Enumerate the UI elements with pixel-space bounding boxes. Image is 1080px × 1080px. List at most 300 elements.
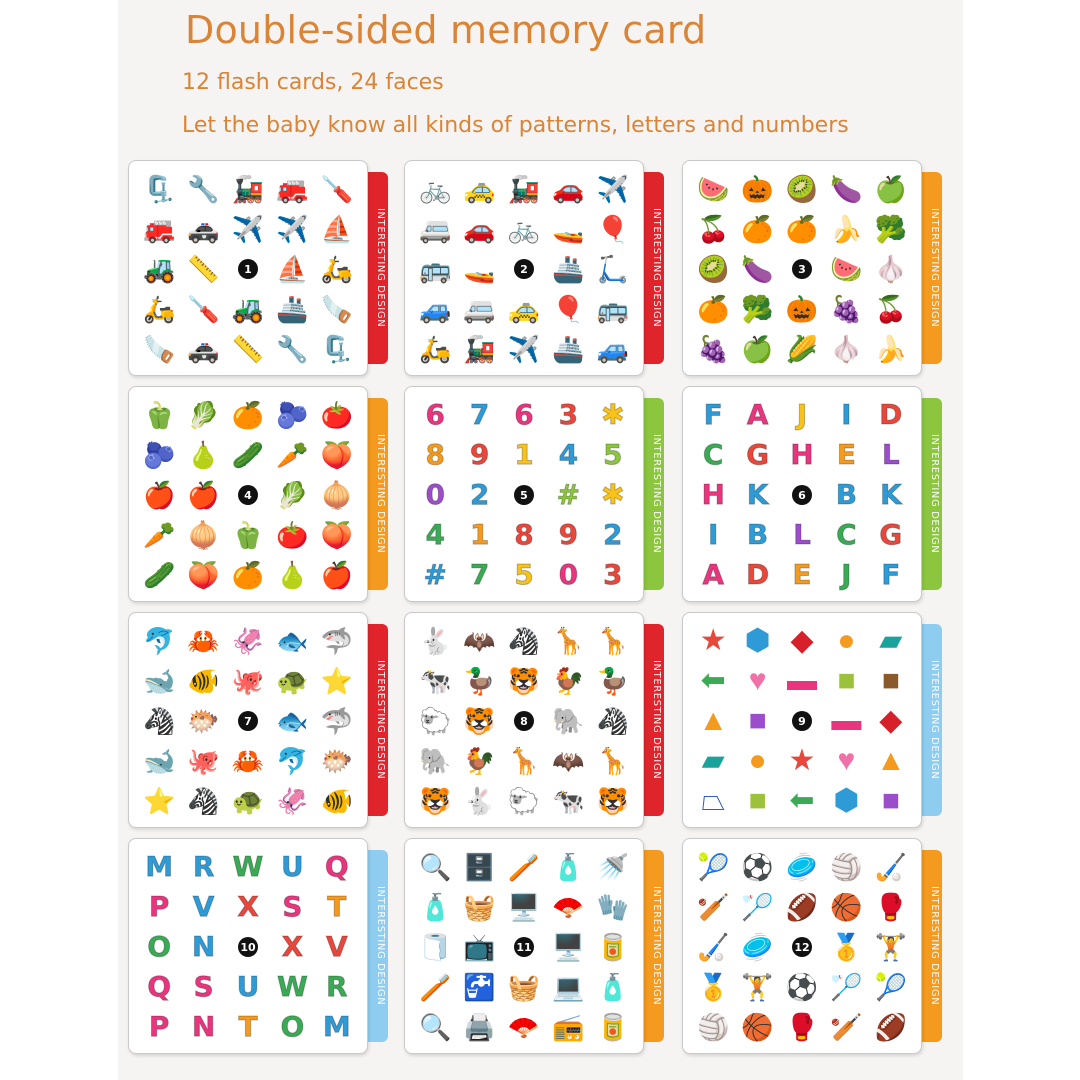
picture-icon: 🚤 — [463, 254, 496, 284]
picture-icon: 🦈 — [320, 706, 353, 736]
picture-icon: 🥝 — [697, 254, 730, 284]
character-glyph: M — [322, 1010, 351, 1043]
picture-icon: 🏈 — [874, 1012, 907, 1042]
character-glyph: 9 — [558, 518, 579, 551]
card-tab-label: INTERESTING DESIGN — [375, 660, 386, 780]
picture-icon: 🐡 — [187, 706, 220, 736]
picture-icon: 🫑 — [231, 520, 265, 550]
picture-icon: 🎃 — [785, 294, 819, 324]
picture-icon: 🧄 — [830, 334, 863, 364]
character-glyph: H — [701, 478, 725, 511]
character-glyph: 6 — [425, 398, 445, 431]
shape-icon: ■ — [881, 664, 900, 697]
picture-icon: 🎈 — [596, 214, 629, 244]
card-item-grid — [691, 621, 913, 821]
character-glyph: R — [192, 850, 215, 883]
character-glyph: H — [790, 438, 814, 471]
page-subtitle: 12 flash cards, 24 faces — [182, 70, 444, 95]
picture-icon: 🚲 — [507, 214, 541, 244]
card-number-badge: 8 — [514, 711, 534, 731]
picture-icon: 🐯 — [463, 706, 496, 736]
picture-icon: 🔧 — [187, 174, 220, 204]
shape-icon: ▬ — [786, 664, 817, 697]
picture-icon: 🚰 — [463, 972, 496, 1002]
picture-icon: 🥦 — [741, 294, 774, 324]
card-tab-label: INTERESTING DESIGN — [375, 886, 386, 1006]
picture-icon: 🧅 — [320, 480, 353, 510]
picture-icon: 🍌 — [874, 334, 907, 364]
page-tagline: Let the baby know all kinds of patterns, letters and numbers — [182, 113, 849, 138]
picture-icon: ⭐ — [320, 666, 353, 696]
picture-icon: 🍏 — [741, 334, 774, 364]
card-item-grid — [137, 847, 359, 1047]
picture-icon: 🚌 — [596, 294, 629, 324]
shape-icon: ■ — [881, 784, 900, 817]
character-glyph: 0 — [558, 558, 579, 591]
character-glyph: 7 — [469, 558, 490, 591]
card-tab-label: INTERESTING DESIGN — [651, 886, 662, 1006]
picture-icon: 🐠 — [187, 666, 220, 696]
picture-icon: 🥦 — [874, 214, 907, 244]
character-glyph: ✱ — [601, 398, 625, 431]
picture-icon: 🦆 — [463, 666, 496, 696]
card-number-badge: 5 — [514, 485, 534, 505]
picture-icon: 🦓 — [143, 706, 176, 736]
character-glyph: E — [792, 558, 812, 591]
picture-icon: 🏑 — [874, 852, 907, 882]
character-glyph: 2 — [469, 478, 490, 511]
picture-icon: 🥫 — [596, 1012, 629, 1042]
card-tab-label: INTERESTING DESIGN — [651, 208, 662, 328]
picture-icon: 🥊 — [785, 1012, 819, 1042]
picture-icon: 🥏 — [741, 932, 774, 962]
character-glyph: T — [327, 890, 347, 923]
card-number-badge: 6 — [792, 485, 812, 505]
picture-icon: 🔧 — [276, 334, 309, 364]
picture-icon: 🍎 — [187, 480, 220, 510]
picture-icon: 🦇 — [552, 746, 585, 776]
picture-icon: 🥕 — [276, 440, 309, 470]
picture-icon: 🛵 — [320, 254, 353, 284]
picture-icon: 🦓 — [596, 706, 629, 736]
card-tab-label: INTERESTING DESIGN — [929, 660, 940, 780]
picture-icon: 🐇 — [463, 786, 496, 816]
picture-icon: 🦒 — [552, 626, 585, 656]
picture-icon: 🔍 — [419, 852, 452, 882]
picture-icon: 🦇 — [463, 626, 496, 656]
picture-icon: 🚓 — [187, 214, 220, 244]
character-glyph: J — [841, 558, 852, 591]
card-item-grid — [137, 621, 359, 821]
picture-icon: ✈️ — [276, 214, 309, 244]
picture-icon: 🚲 — [419, 174, 452, 204]
picture-icon: 🏏 — [697, 892, 730, 922]
shape-icon: ■ — [837, 664, 856, 697]
picture-icon: 🎾 — [874, 972, 907, 1002]
picture-icon: 🫐 — [276, 400, 309, 430]
picture-icon: 🐓 — [552, 666, 585, 696]
character-glyph: U — [236, 970, 260, 1003]
card-item-grid — [137, 395, 359, 595]
shape-icon: ◆ — [790, 624, 814, 657]
shape-icon: ▲ — [698, 704, 729, 737]
picture-icon: 🐡 — [320, 746, 353, 776]
card-number-badge: 4 — [238, 485, 258, 505]
picture-icon: 🦓 — [187, 786, 220, 816]
picture-icon: 🥏 — [785, 852, 819, 882]
picture-icon: 🍊 — [231, 400, 265, 430]
picture-icon: ✈️ — [596, 174, 629, 204]
picture-icon: 🏀 — [741, 1012, 774, 1042]
character-glyph: 0 — [425, 478, 445, 511]
picture-icon: 🍌 — [830, 214, 863, 244]
picture-icon: 🚗 — [552, 174, 585, 204]
picture-icon: 🍅 — [320, 400, 353, 430]
card-number-badge: 2 — [514, 259, 534, 279]
picture-icon: 🚒 — [143, 214, 176, 244]
picture-icon: 📺 — [463, 932, 496, 962]
character-glyph: X — [237, 890, 259, 923]
picture-icon: 🍎 — [143, 480, 176, 510]
picture-icon: 🍒 — [874, 294, 907, 324]
character-glyph: 1 — [469, 518, 490, 551]
character-glyph: G — [879, 518, 903, 551]
character-glyph: G — [746, 438, 770, 471]
picture-icon: 🚜 — [143, 254, 176, 284]
picture-icon: 🥫 — [596, 932, 629, 962]
character-glyph: L — [793, 518, 811, 551]
picture-icon: 🚒 — [276, 174, 309, 204]
character-glyph: 4 — [558, 438, 579, 471]
card-number-badge: 9 — [792, 711, 812, 731]
shape-icon: ● — [748, 744, 767, 777]
picture-icon: 🚐 — [419, 214, 452, 244]
picture-icon: 🚙 — [419, 294, 452, 324]
character-glyph: B — [835, 478, 858, 511]
picture-icon: 📏 — [231, 334, 265, 364]
shape-icon: ⬢ — [744, 624, 771, 657]
picture-icon: ⛵ — [276, 254, 309, 284]
picture-icon: 🧴 — [419, 892, 452, 922]
picture-icon: 🐘 — [552, 706, 585, 736]
picture-icon: 🌽 — [785, 334, 819, 364]
picture-icon: 🦑 — [276, 786, 309, 816]
shape-icon: ■ — [748, 784, 767, 817]
picture-icon: 🚙 — [596, 334, 629, 364]
picture-icon: 🐬 — [276, 746, 309, 776]
picture-icon: 🍑 — [187, 560, 220, 590]
picture-icon: 🎃 — [741, 174, 774, 204]
picture-icon: 🏸 — [830, 972, 863, 1002]
character-glyph: 4 — [425, 518, 445, 551]
picture-icon: 🪚 — [143, 334, 176, 364]
picture-icon: 🐘 — [419, 746, 452, 776]
picture-icon: ⚽ — [741, 852, 774, 882]
picture-icon: 🍇 — [697, 334, 730, 364]
picture-icon: 🏸 — [741, 892, 774, 922]
picture-icon: 🦒 — [596, 626, 629, 656]
picture-icon: 🐄 — [552, 786, 585, 816]
picture-icon: 🥬 — [187, 400, 220, 430]
character-glyph: N — [191, 1010, 216, 1043]
picture-icon: 🚕 — [463, 174, 496, 204]
picture-icon: 🐠 — [320, 786, 353, 816]
picture-icon: 🍆 — [741, 254, 774, 284]
picture-icon: 🖨️ — [463, 1012, 496, 1042]
picture-icon: 🦒 — [507, 746, 541, 776]
shape-icon: ▲ — [875, 744, 906, 777]
character-glyph: S — [282, 890, 303, 923]
picture-icon: 🧴 — [596, 972, 629, 1002]
picture-icon: 🦓 — [507, 626, 541, 656]
flash-card-6 — [682, 386, 922, 602]
flash-card-4 — [128, 386, 368, 602]
picture-icon: 📻 — [552, 1012, 585, 1042]
character-glyph: A — [746, 398, 769, 431]
shape-icon: ● — [837, 624, 856, 657]
card-item-grid — [413, 169, 635, 369]
flash-card-2 — [404, 160, 644, 376]
picture-icon: 🛵 — [419, 334, 452, 364]
character-glyph: D — [745, 558, 770, 591]
picture-icon: 🧺 — [507, 972, 541, 1002]
picture-icon: 🏋️ — [874, 932, 907, 962]
picture-icon: 🚢 — [276, 294, 309, 324]
picture-icon: 🍊 — [785, 214, 819, 244]
picture-icon: 🚢 — [552, 254, 585, 284]
card-item-grid — [691, 169, 913, 369]
flash-card-11 — [404, 838, 644, 1054]
character-glyph: P — [148, 1010, 170, 1043]
shape-icon: ♥ — [837, 744, 856, 777]
card-number-badge: 7 — [238, 711, 258, 731]
picture-icon: 🫐 — [143, 440, 176, 470]
picture-icon: ⭐ — [143, 786, 176, 816]
character-glyph: 6 — [514, 398, 534, 431]
character-glyph: N — [191, 930, 216, 963]
picture-icon: 🐙 — [187, 746, 220, 776]
character-glyph: P — [148, 890, 170, 923]
picture-icon: 🧄 — [874, 254, 907, 284]
picture-icon: 🐄 — [419, 666, 452, 696]
picture-icon: 🧺 — [463, 892, 496, 922]
character-glyph: 5 — [603, 438, 623, 471]
picture-icon: 🥬 — [276, 480, 309, 510]
picture-icon: 🐇 — [419, 626, 452, 656]
picture-icon: ✈️ — [507, 334, 541, 364]
picture-icon: 🥇 — [830, 932, 863, 962]
card-number-badge: 11 — [514, 937, 534, 957]
picture-icon: 💻 — [552, 972, 585, 1002]
picture-icon: 🪭 — [507, 1012, 541, 1042]
picture-icon: 🪛 — [187, 294, 220, 324]
picture-icon: 🦑 — [231, 626, 265, 656]
character-glyph: A — [702, 558, 725, 591]
picture-icon: 🚂 — [463, 334, 496, 364]
picture-icon: 🧴 — [552, 852, 585, 882]
picture-icon: 🍆 — [830, 174, 863, 204]
flash-card-5 — [404, 386, 644, 602]
character-glyph: W — [232, 850, 264, 883]
picture-icon: 🐑 — [419, 706, 452, 736]
picture-icon: 🍐 — [276, 560, 309, 590]
page-title: Double-sided memory card — [185, 8, 707, 52]
character-glyph: T — [238, 1010, 258, 1043]
picture-icon: 🥕 — [143, 520, 176, 550]
character-glyph: 3 — [603, 558, 623, 591]
character-glyph: S — [193, 970, 214, 1003]
picture-icon: 🧅 — [187, 520, 220, 550]
card-tab-label: INTERESTING DESIGN — [651, 660, 662, 780]
character-glyph: M — [145, 850, 174, 883]
picture-icon: 🪛 — [320, 174, 353, 204]
picture-icon: 🧻 — [419, 932, 452, 962]
picture-icon: 📏 — [187, 254, 220, 284]
picture-icon: 🚜 — [231, 294, 265, 324]
picture-icon: 🗜️ — [320, 334, 353, 364]
picture-icon: 🎈 — [552, 294, 585, 324]
picture-icon: 🐑 — [507, 786, 541, 816]
character-glyph: V — [325, 930, 348, 963]
shape-icon: ★ — [788, 744, 816, 777]
character-glyph: 7 — [469, 398, 490, 431]
picture-icon: ⚽ — [785, 972, 819, 1002]
character-glyph: ✱ — [601, 478, 625, 511]
picture-icon: 🐋 — [143, 666, 176, 696]
card-tab-label: INTERESTING DESIGN — [929, 434, 940, 554]
character-glyph: 5 — [514, 558, 534, 591]
picture-icon: 🚕 — [507, 294, 541, 324]
flash-card-10 — [128, 838, 368, 1054]
character-glyph: F — [703, 398, 723, 431]
picture-icon: 🦀 — [231, 746, 265, 776]
card-item-grid — [413, 621, 635, 821]
picture-icon: 🔍 — [419, 1012, 452, 1042]
picture-icon: 🗜️ — [143, 174, 176, 204]
picture-icon: 🐙 — [231, 666, 265, 696]
picture-icon: 🐬 — [143, 626, 176, 656]
card-item-grid — [691, 847, 913, 1047]
picture-icon: 🛵 — [143, 294, 176, 324]
character-glyph: C — [836, 518, 857, 551]
card-number-badge: 1 — [238, 259, 258, 279]
card-item-grid — [413, 847, 635, 1047]
picture-icon: 🧤 — [596, 892, 629, 922]
flash-card-3 — [682, 160, 922, 376]
picture-icon: 🚤 — [552, 214, 585, 244]
picture-icon: 🛴 — [596, 254, 629, 284]
character-glyph: 1 — [514, 438, 534, 471]
character-glyph: B — [746, 518, 769, 551]
character-glyph: O — [280, 1010, 305, 1043]
picture-icon: 🏐 — [697, 1012, 730, 1042]
picture-icon: 🍑 — [320, 440, 353, 470]
shape-icon: ◆ — [879, 704, 903, 737]
character-glyph: Q — [147, 970, 172, 1003]
card-tab-label: INTERESTING DESIGN — [375, 208, 386, 328]
character-glyph: L — [881, 438, 900, 471]
picture-icon: 🐯 — [507, 666, 541, 696]
shape-icon: ⏢ — [701, 784, 726, 817]
character-glyph: Q — [324, 850, 349, 883]
character-glyph: W — [276, 970, 308, 1003]
picture-icon: 🫑 — [143, 400, 176, 430]
flash-card-9 — [682, 612, 922, 828]
character-glyph: C — [702, 438, 724, 471]
character-glyph: J — [796, 398, 808, 431]
picture-icon: 🥒 — [143, 560, 176, 590]
picture-icon: 🖥️ — [507, 892, 541, 922]
card-tab-label: INTERESTING DESIGN — [651, 434, 662, 554]
picture-icon: 🚂 — [507, 174, 541, 204]
picture-icon: 🐟 — [276, 706, 309, 736]
picture-icon: 🪥 — [507, 852, 541, 882]
flash-card-7 — [128, 612, 368, 828]
picture-icon: 🪭 — [552, 892, 585, 922]
character-glyph: # — [423, 558, 447, 591]
character-glyph: I — [707, 518, 719, 551]
character-glyph: 2 — [603, 518, 623, 551]
shape-icon: ★ — [699, 624, 727, 657]
picture-icon: 🍏 — [874, 174, 907, 204]
picture-icon: 🎾 — [697, 852, 730, 882]
picture-icon: 🍇 — [830, 294, 863, 324]
shape-icon: ⬅ — [789, 784, 815, 817]
picture-icon: 🏀 — [830, 892, 863, 922]
picture-icon: 🐋 — [143, 746, 176, 776]
picture-icon: 🍑 — [320, 520, 353, 550]
picture-icon: 🐢 — [231, 786, 265, 816]
picture-icon: 🐯 — [596, 786, 629, 816]
character-glyph: 3 — [558, 398, 579, 431]
picture-icon: 🏈 — [785, 892, 819, 922]
card-tab-label: INTERESTING DESIGN — [929, 886, 940, 1006]
shape-icon: ▰ — [879, 624, 903, 657]
picture-icon: 🦒 — [596, 746, 629, 776]
picture-icon: 🖥️ — [552, 932, 585, 962]
picture-icon: 🐟 — [276, 626, 309, 656]
shape-icon: ▰ — [701, 744, 725, 777]
character-glyph: E — [836, 438, 856, 471]
picture-icon: 🏏 — [830, 1012, 863, 1042]
shape-icon: ⬢ — [833, 784, 860, 817]
picture-icon: 🗄️ — [463, 852, 496, 882]
picture-icon: 🏐 — [830, 852, 863, 882]
picture-icon: 🍊 — [231, 560, 265, 590]
picture-icon: 🐢 — [276, 666, 309, 696]
picture-icon: 🚂 — [231, 174, 265, 204]
picture-icon: ⛵ — [320, 214, 353, 244]
card-tab-label: INTERESTING DESIGN — [375, 434, 386, 554]
picture-icon: 🪚 — [320, 294, 353, 324]
character-glyph: D — [879, 398, 903, 431]
character-glyph: # — [556, 478, 581, 511]
picture-icon: 🦆 — [596, 666, 629, 696]
picture-icon: 🥊 — [874, 892, 907, 922]
character-glyph: 8 — [514, 518, 534, 551]
character-glyph: 8 — [425, 438, 445, 471]
character-glyph: O — [147, 930, 172, 963]
character-glyph: 9 — [469, 438, 490, 471]
character-glyph: K — [746, 478, 769, 511]
character-glyph: U — [281, 850, 304, 883]
picture-icon: 🍐 — [187, 440, 220, 470]
flash-card-12 — [682, 838, 922, 1054]
picture-icon: 🪥 — [419, 972, 452, 1002]
picture-icon: 🍊 — [741, 214, 774, 244]
picture-icon: 🚌 — [419, 254, 452, 284]
card-item-grid — [691, 395, 913, 595]
